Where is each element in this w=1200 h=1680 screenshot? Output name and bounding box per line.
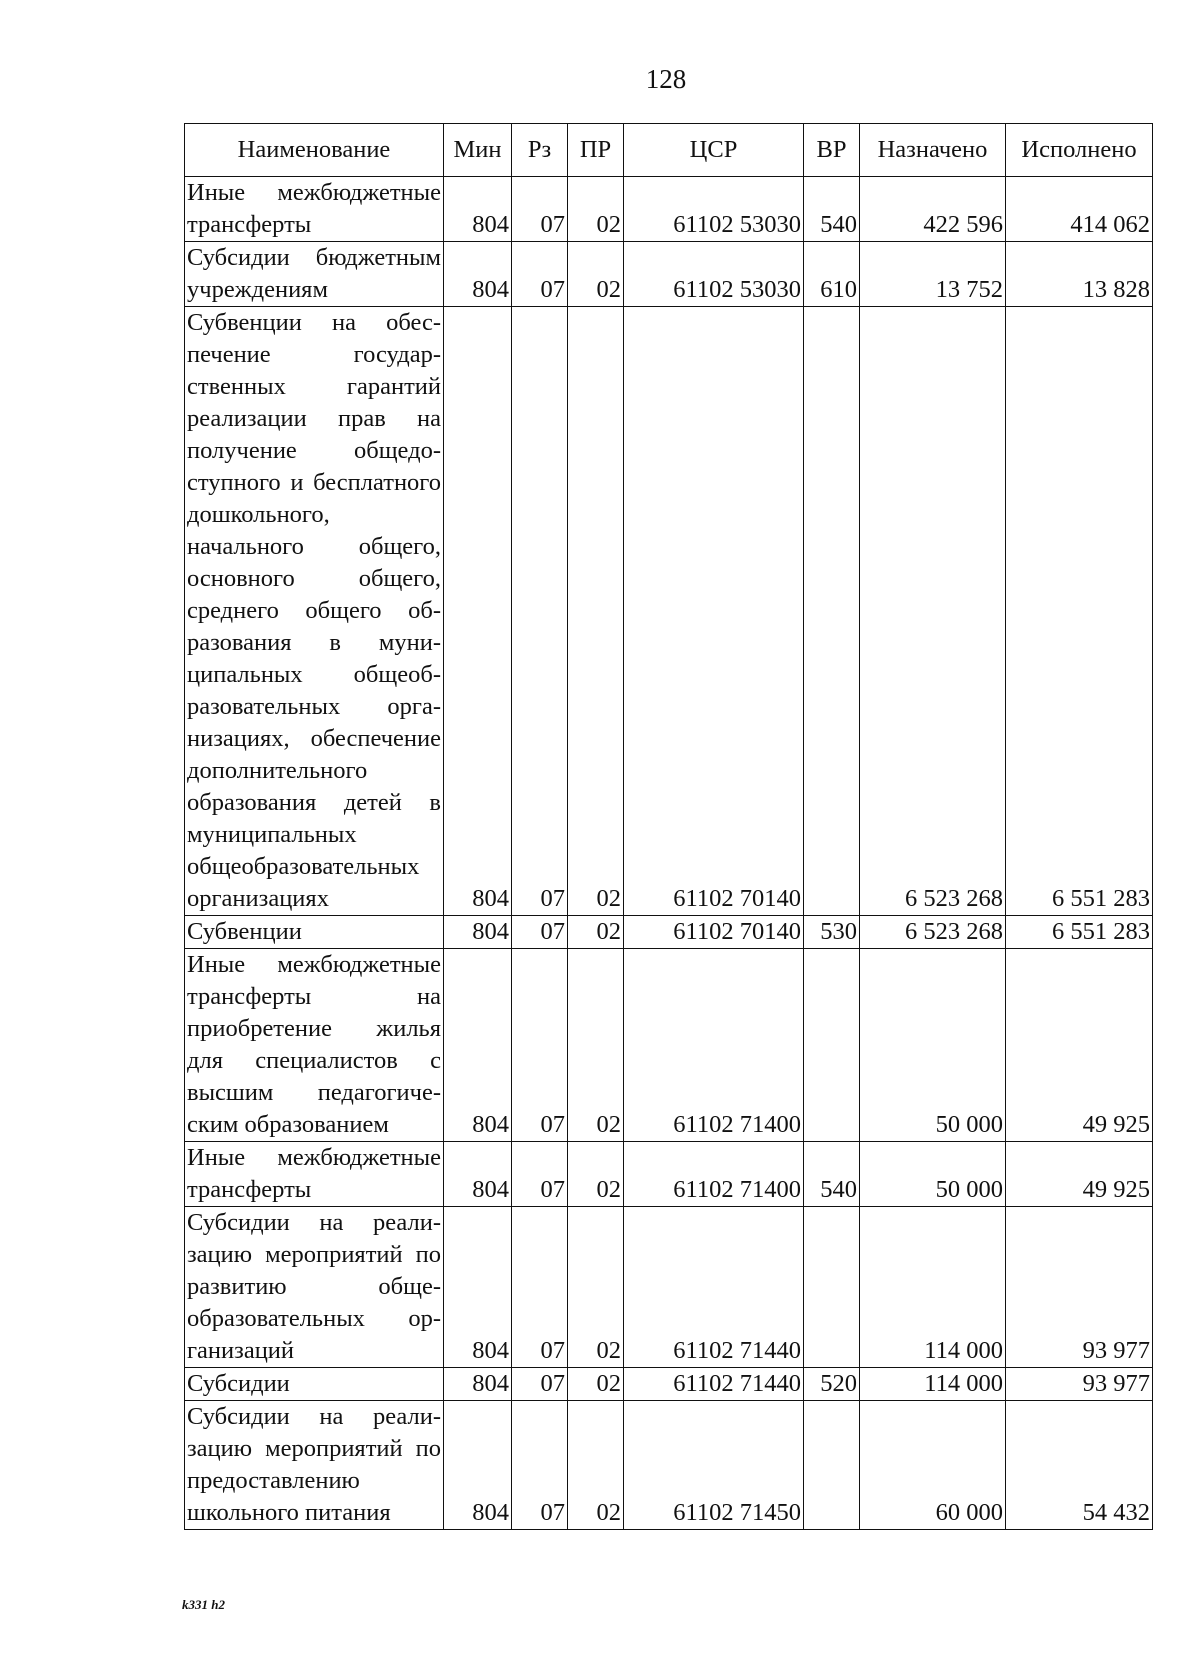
table-row <box>185 1207 1153 1368</box>
page-number: 128 <box>645 64 687 94</box>
cell-min: 804 <box>444 1368 512 1401</box>
cell-vr <box>804 1401 860 1530</box>
cell-csr: 61102 71450 <box>624 1401 804 1530</box>
cell-assigned: 114 000 <box>860 1207 1006 1368</box>
header-name: Наименование <box>185 124 444 177</box>
header-vr: ВР <box>804 124 860 177</box>
cell-pr: 02 <box>568 1207 624 1368</box>
cell-name: Субвенции на обеспечение государственных гарантий реализации прав на получение общедоступного и бесплатного дошкольного, начального общего, основного общего, среднего общего образования в муниципальных общеобразовательных организациях, обеспечение дополнительного образования детей в муниципальных общеобразовательных организациях <box>185 307 444 916</box>
cell-executed: 6 551 283 <box>1006 307 1153 916</box>
header-csr: ЦСР <box>624 124 804 177</box>
cell-rz: 07 <box>512 1142 568 1207</box>
header-min: Мин <box>444 124 512 177</box>
table-row <box>185 949 1153 1142</box>
cell-rz: 07 <box>512 916 568 949</box>
cell-rz: 07 <box>512 177 568 242</box>
cell-assigned: 422 596 <box>860 177 1006 242</box>
footer-code: k331 h2 <box>182 1597 225 1612</box>
cell-name: Иные межбюджетные трансферты на приобретение жилья для специалистов с высшим педагогическим образованием <box>185 949 444 1142</box>
cell-min: 804 <box>444 1207 512 1368</box>
cell-vr <box>804 307 860 916</box>
table-row <box>185 1401 1153 1530</box>
cell-assigned: 6 523 268 <box>860 307 1006 916</box>
cell-pr: 02 <box>568 1401 624 1530</box>
cell-name: Субсидии на реализацию мероприятий по развитию общеобразовательных организаций <box>185 1207 444 1368</box>
cell-csr: 61102 71440 <box>624 1368 804 1401</box>
cell-executed: 49 925 <box>1006 1142 1153 1207</box>
cell-rz: 07 <box>512 1207 568 1368</box>
cell-min: 804 <box>444 949 512 1142</box>
cell-assigned: 6 523 268 <box>860 916 1006 949</box>
header-pr: ПР <box>568 124 624 177</box>
cell-name: Субвенции <box>185 916 444 949</box>
cell-csr: 61102 71400 <box>624 949 804 1142</box>
cell-min: 804 <box>444 177 512 242</box>
cell-executed: 49 925 <box>1006 949 1153 1142</box>
cell-min: 804 <box>444 1401 512 1530</box>
cell-rz: 07 <box>512 242 568 307</box>
table-header <box>185 124 1153 177</box>
table-row <box>185 307 1153 916</box>
cell-rz: 07 <box>512 307 568 916</box>
header-assigned: Назначено <box>860 124 1006 177</box>
cell-rz: 07 <box>512 1401 568 1530</box>
cell-vr: 540 <box>804 177 860 242</box>
table-row <box>185 916 1153 949</box>
cell-pr: 02 <box>568 949 624 1142</box>
cell-name: Субсидии на реализацию мероприятий по предоставлению школьного питания <box>185 1401 444 1530</box>
cell-pr: 02 <box>568 1142 624 1207</box>
cell-csr: 61102 53030 <box>624 177 804 242</box>
cell-vr: 610 <box>804 242 860 307</box>
cell-csr: 61102 70140 <box>624 307 804 916</box>
cell-vr: 540 <box>804 1142 860 1207</box>
cell-rz: 07 <box>512 949 568 1142</box>
cell-vr: 530 <box>804 916 860 949</box>
header-rz: Рз <box>512 124 568 177</box>
budget-table <box>184 123 1153 1530</box>
cell-vr <box>804 1207 860 1368</box>
cell-assigned: 50 000 <box>860 1142 1006 1207</box>
cell-pr: 02 <box>568 242 624 307</box>
cell-vr <box>804 949 860 1142</box>
cell-name: Субсидии <box>185 1368 444 1401</box>
cell-executed: 6 551 283 <box>1006 916 1153 949</box>
cell-executed: 13 828 <box>1006 242 1153 307</box>
cell-executed: 93 977 <box>1006 1368 1153 1401</box>
table-row <box>185 1368 1153 1401</box>
cell-min: 804 <box>444 242 512 307</box>
cell-vr: 520 <box>804 1368 860 1401</box>
cell-csr: 61102 71440 <box>624 1207 804 1368</box>
cell-min: 804 <box>444 916 512 949</box>
cell-csr: 61102 53030 <box>624 242 804 307</box>
table-row <box>185 242 1153 307</box>
table-row <box>185 1142 1153 1207</box>
table-body <box>185 177 1153 1530</box>
cell-name: Иные межбюджетные трансферты <box>185 1142 444 1207</box>
cell-csr: 61102 71400 <box>624 1142 804 1207</box>
cell-executed: 414 062 <box>1006 177 1153 242</box>
cell-assigned: 60 000 <box>860 1401 1006 1530</box>
cell-pr: 02 <box>568 1368 624 1401</box>
cell-min: 804 <box>444 307 512 916</box>
cell-executed: 93 977 <box>1006 1207 1153 1368</box>
table-row <box>185 177 1153 242</box>
cell-pr: 02 <box>568 307 624 916</box>
header-executed: Исполнено <box>1006 124 1153 177</box>
cell-pr: 02 <box>568 916 624 949</box>
cell-executed: 54 432 <box>1006 1401 1153 1530</box>
cell-name: Субсидии бюджетным учреждениям <box>185 242 444 307</box>
cell-assigned: 114 000 <box>860 1368 1006 1401</box>
cell-min: 804 <box>444 1142 512 1207</box>
cell-rz: 07 <box>512 1368 568 1401</box>
cell-assigned: 13 752 <box>860 242 1006 307</box>
cell-name: Иные межбюджетные трансферты <box>185 177 444 242</box>
header-row <box>185 124 1153 177</box>
cell-csr: 61102 70140 <box>624 916 804 949</box>
cell-assigned: 50 000 <box>860 949 1006 1142</box>
cell-pr: 02 <box>568 177 624 242</box>
